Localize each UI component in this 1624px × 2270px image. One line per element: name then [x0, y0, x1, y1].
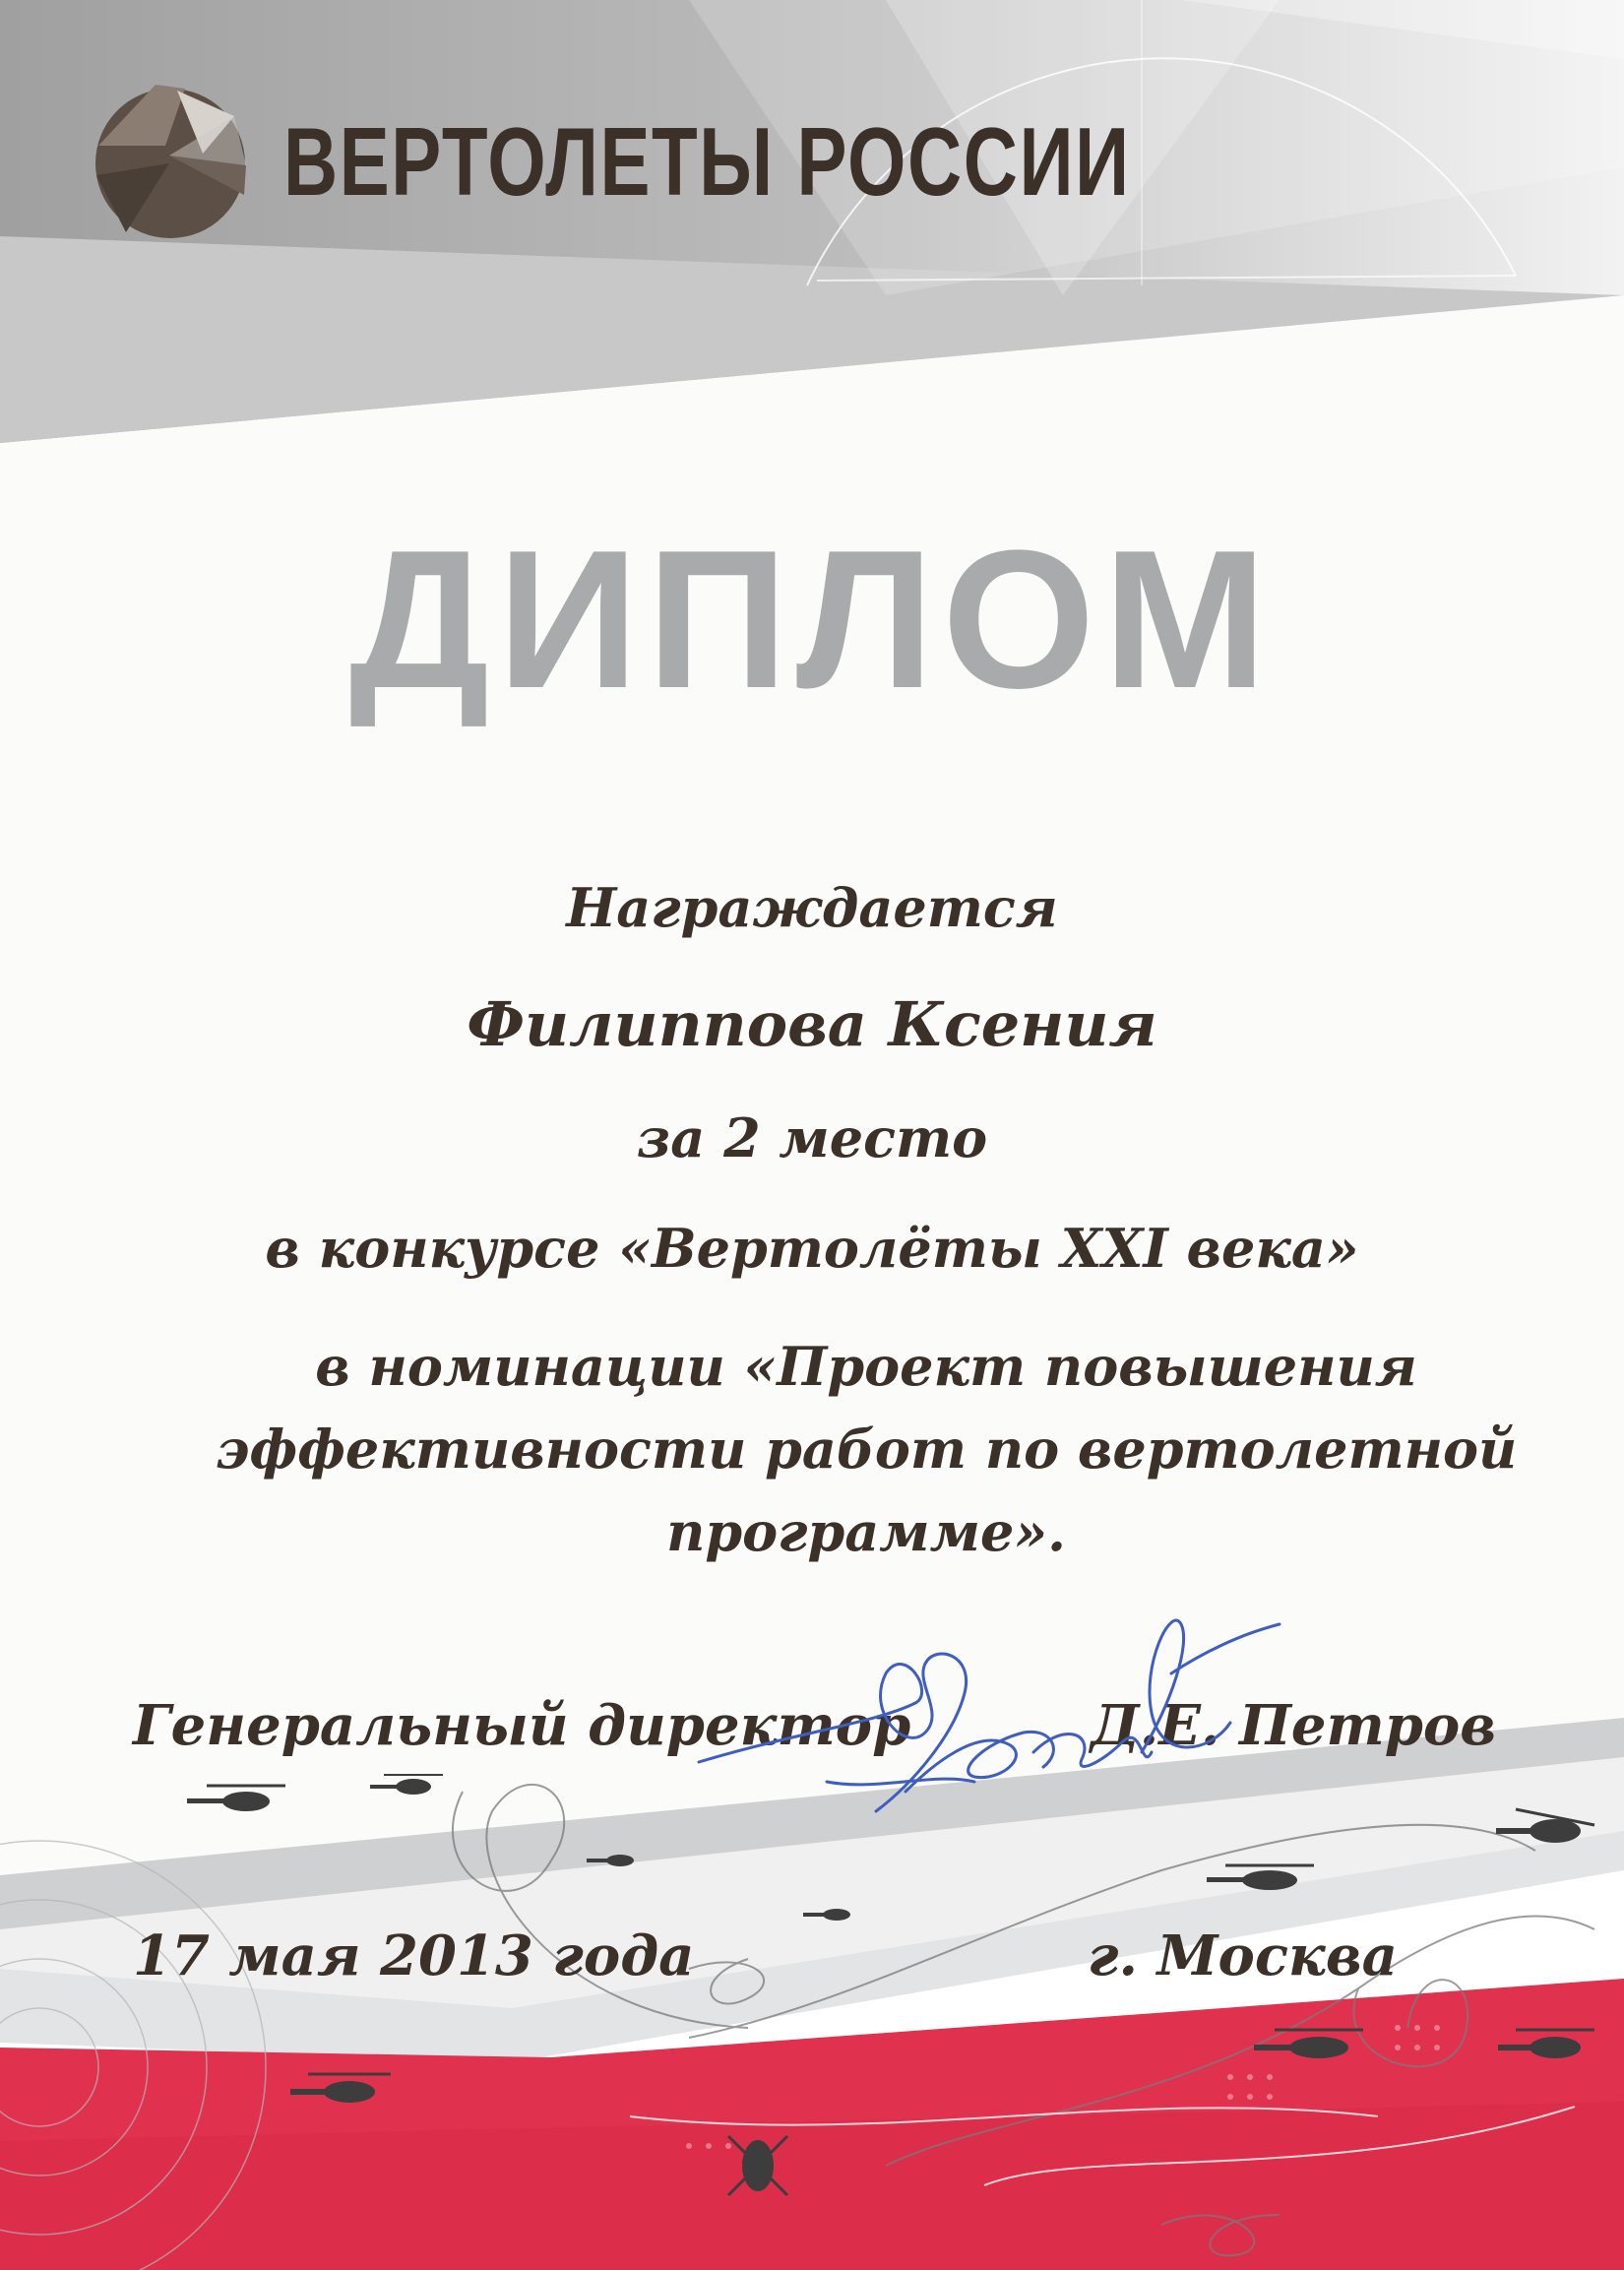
diploma-title: ДИПЛОМ	[348, 510, 1276, 729]
company-logo	[87, 77, 1169, 274]
place-text: за 2 место	[636, 1106, 988, 1169]
company-name: ВЕРТОЛЕТЫ РОССИИ	[283, 107, 1131, 216]
awarded-label: Награждается	[566, 876, 1058, 939]
award-date: 17 мая 2013 года	[133, 1923, 695, 1988]
signatory-name: Д.Е. Петров	[1091, 1693, 1497, 1758]
helicopter-rotor-logo-icon	[87, 77, 254, 244]
nomination-text	[0, 1325, 1624, 1573]
nomination-line-1: в номинации «Проект повышения	[315, 1335, 1417, 1398]
nomination-line-3: программе».	[666, 1500, 1066, 1563]
recipient-name: Филиппова Ксения	[467, 988, 1157, 1060]
nomination-line-2: эффективности работ по вертолетной	[215, 1418, 1518, 1481]
award-city: г. Москва	[1088, 1923, 1398, 1988]
signatory-role: Генеральный директор	[133, 1693, 911, 1758]
contest-text: в конкурсе «Вертолёты XXI века»	[265, 1217, 1359, 1280]
handwritten-signature-icon	[679, 1585, 1309, 1890]
